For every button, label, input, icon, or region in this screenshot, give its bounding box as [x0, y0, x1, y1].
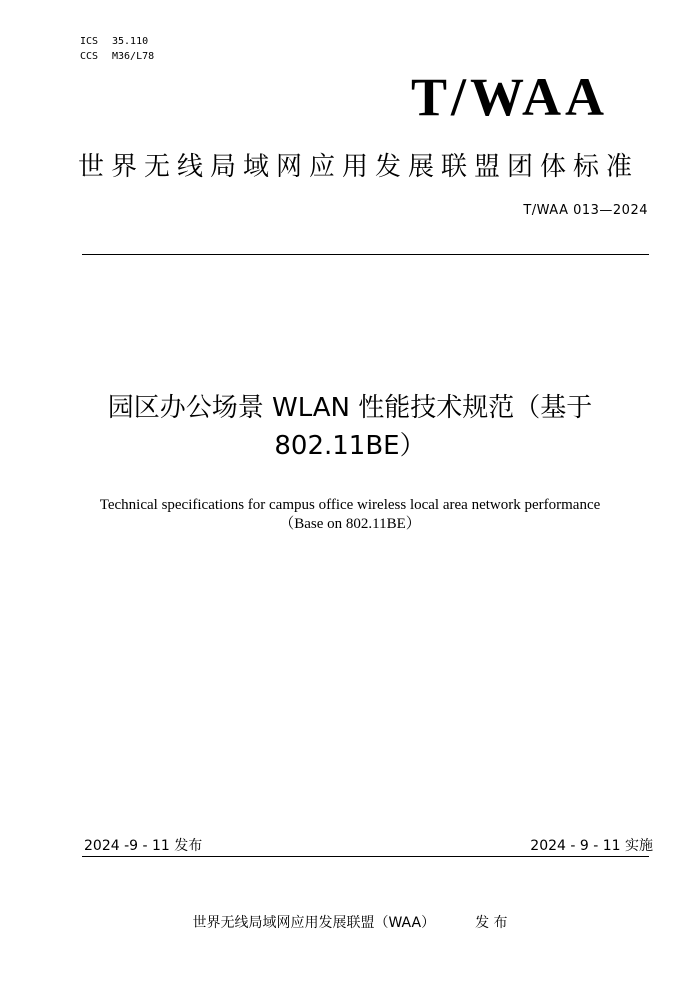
- ics-value: 35.110: [112, 36, 149, 47]
- brand-mark: T/WAA: [410, 67, 608, 127]
- ics-code: [80, 34, 154, 49]
- chinese-title: [60, 389, 640, 465]
- chinese-title-line-2: 802.11BE）: [274, 431, 426, 461]
- ccs-label: CCS: [80, 51, 99, 62]
- top-divider: [82, 254, 649, 255]
- chinese-title-line-1: 园区办公场景 WLAN 性能技术规范（基于: [107, 393, 593, 423]
- classification-codes: [80, 34, 154, 64]
- publisher-action: 发 布: [475, 915, 508, 931]
- organization-standard-title: 世界无线局域网应用发展联盟团体标准: [78, 152, 640, 182]
- issue-date: 2024 -9 - 11 发布: [84, 838, 203, 854]
- ics-label: ICS: [80, 36, 99, 47]
- ccs-code: [80, 49, 154, 64]
- publisher-line: [0, 912, 700, 932]
- bottom-divider: [82, 856, 649, 857]
- english-title-line-1: Technical specifications for campus office wireless local area network performance: [99, 497, 601, 513]
- english-title-line-2: （Base on 802.11BE）: [279, 516, 421, 532]
- english-title: [60, 496, 640, 534]
- ccs-value: M36/L78: [112, 51, 155, 62]
- implementation-date: 2024 - 9 - 11 实施: [530, 838, 653, 854]
- publisher-name: 世界无线局域网应用发展联盟（WAA）: [192, 915, 436, 931]
- standard-number: T/WAA 013—2024: [523, 203, 648, 218]
